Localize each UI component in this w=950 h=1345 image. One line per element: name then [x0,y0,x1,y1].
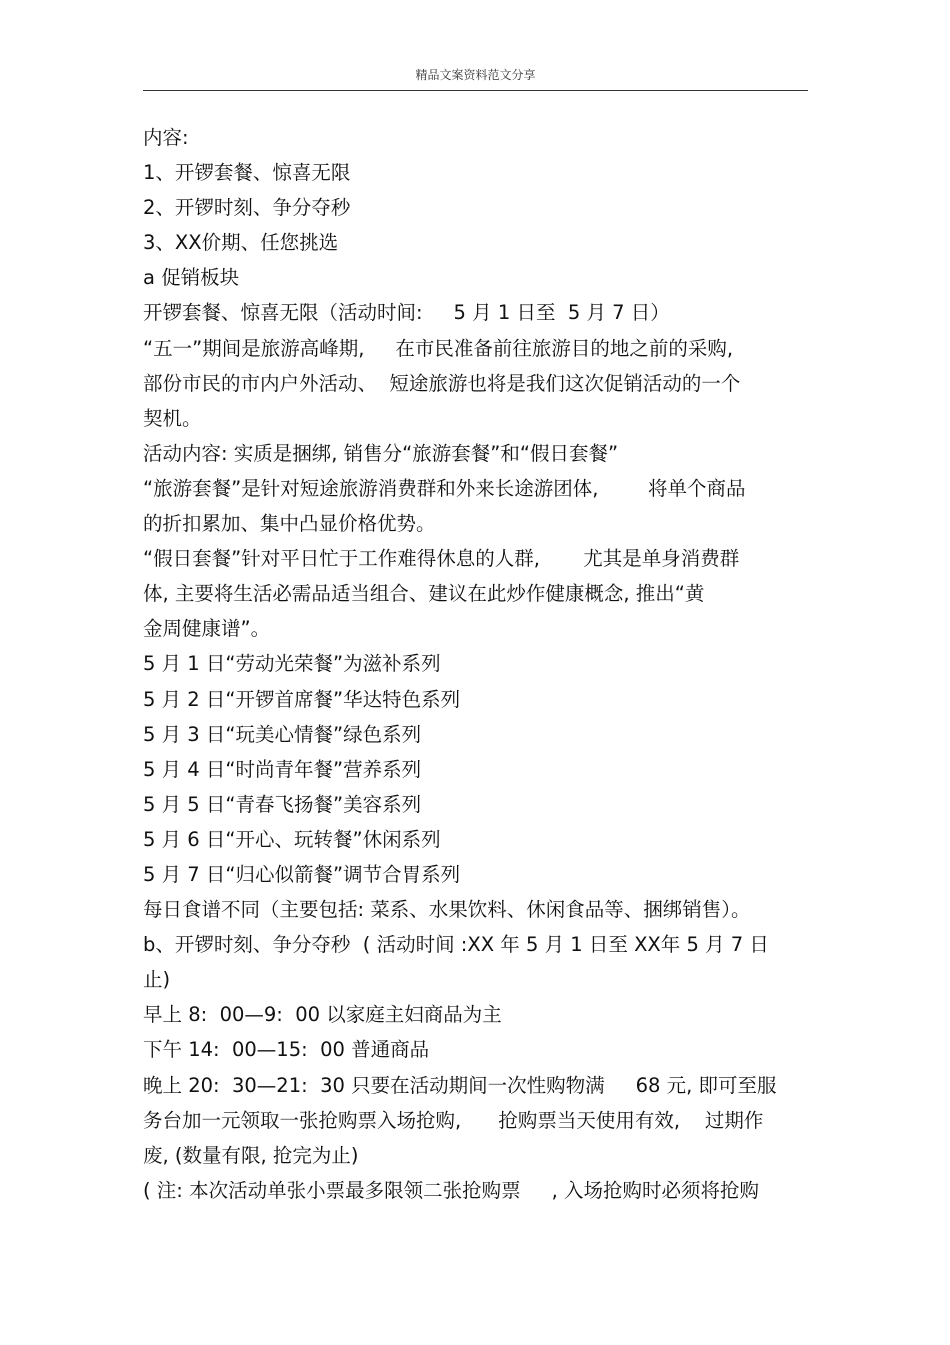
body-line: 开锣套餐、惊喜无限（活动时间: 5 月 1 日至 5 月 7 日） [143,301,670,325]
body-line: 部份市民的市内户外活动、 短途旅游也将是我们这次促销活动的一个 [143,371,741,395]
body-line: 3、XX价期、任您挑选 [143,231,339,255]
body-line: “假日套餐”针对平日忙于工作难得休息的人群, 尤其是单身消费群 [143,547,740,571]
page-header: 精品文案资料范文分享 [415,68,536,82]
body-line: 5 月 2 日“开锣首席餐”华达特色系列 [143,687,461,711]
body-line: “旅游套餐”是针对短途旅游消费群和外来长途游团体, 将单个商品 [143,476,746,500]
body-line: 每日食谱不同（主要包括: 菜系、水果饮料、休闲食品等、捆绑销售）。 [143,898,751,922]
body-line: 的折扣累加、集中凸显价格优势。 [143,512,436,536]
body-line: 废, (数量有限, 抢完为止) [143,1143,359,1167]
body-line: 止) [143,968,171,992]
body-line: b、开锣时刻、争分夺秒 ( 活动时间 :XX 年 5 月 1 日至 XX年 5 月 7 日 [143,933,769,957]
body-line: a 促销板块 [143,266,240,290]
body-line: 体, 主要将生活必需品适当组合、建议在此炒作健康概念, 推出“黄 [143,582,705,606]
body-line: 早上 8: 00—9: 00 以家庭主妇商品为主 [143,1003,502,1027]
body-line: 金周健康谱”。 [143,617,271,641]
body-line: 契机。 [143,406,202,430]
body-line: 晚上 20: 30—21: 30 只要在活动期间一次性购物满 68 元, 即可至服 [143,1073,777,1097]
body-line: 2、开锣时刻、争分夺秒 [143,196,351,220]
body-line: 5 月 7 日“归心似箭餐”调节合胃系列 [143,862,461,886]
document-body [143,120,808,1208]
body-line: 5 月 5 日“青春飞扬餐”美容系列 [143,792,422,816]
body-line: 5 月 6 日“开心、玩转餐”休闲系列 [143,827,441,851]
body-line: 1、开锣套餐、惊喜无限 [143,161,351,185]
body-line: 内容: [143,126,189,149]
header-divider [143,90,808,91]
body-line: 5 月 3 日“玩美心情餐”绿色系列 [143,722,422,746]
body-line: “五一”期间是旅游高峰期, 在市民准备前往旅游目的地之前的采购, [143,336,734,360]
body-line: 活动内容: 实质是捆绑, 销售分“旅游套餐”和“假日套餐” [143,441,619,465]
body-line: 5 月 1 日“劳动光荣餐”为滋补系列 [143,652,441,676]
body-line: 务台加一元领取一张抢购票入场抢购, 抢购票当天使用有效, 过期作 [143,1108,764,1132]
body-line: 5 月 4 日“时尚青年餐”营养系列 [143,757,422,781]
body-line: 下午 14: 00—15: 00 普通商品 [143,1038,430,1062]
body-line: ( 注: 本次活动单张小票最多限领二张抢购票 , 入场抢购时必须将抢购 [143,1178,759,1202]
